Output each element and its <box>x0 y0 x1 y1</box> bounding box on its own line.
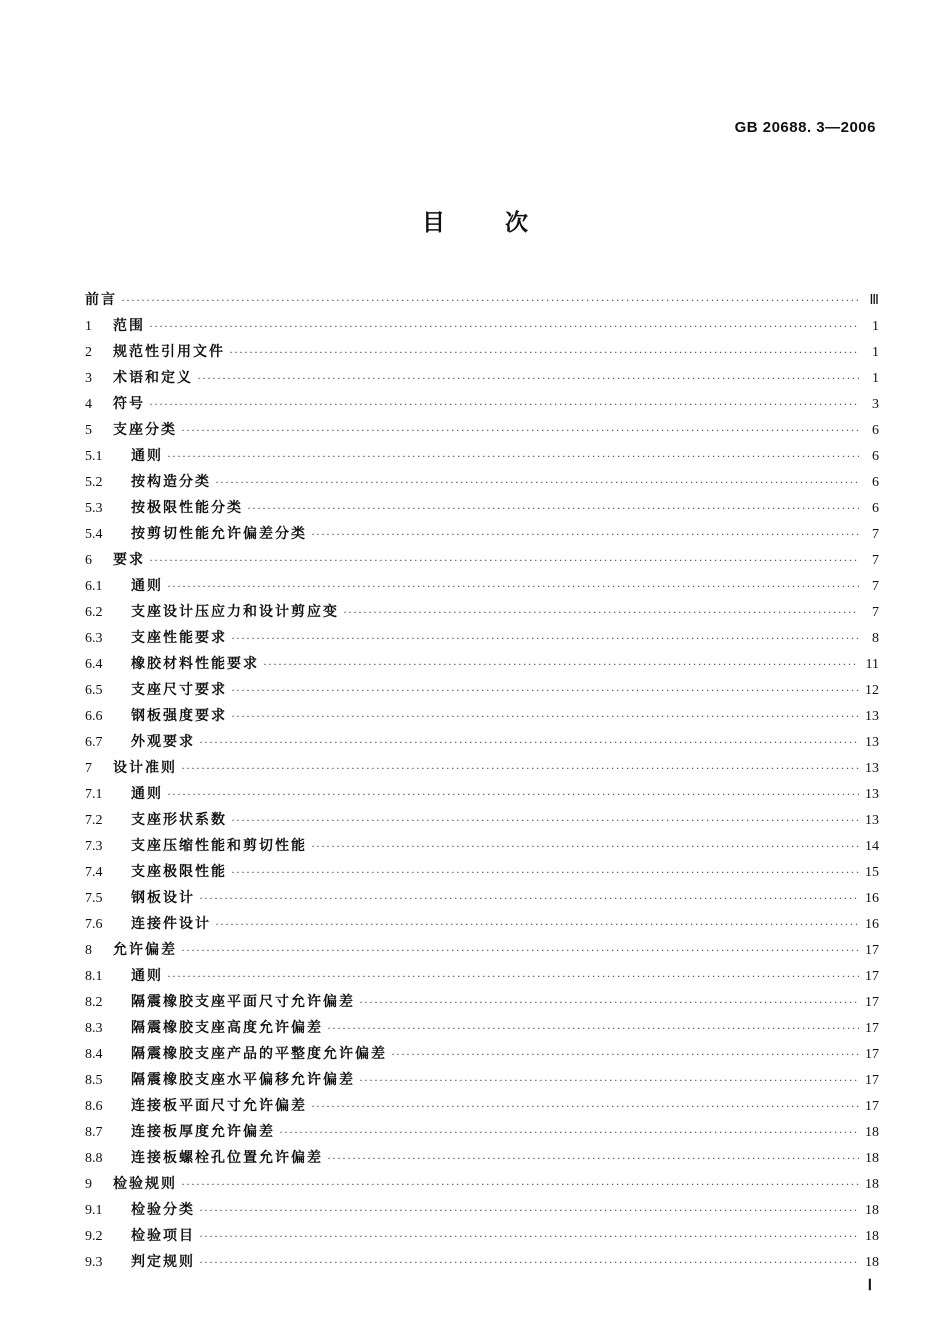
toc-entry-label: 设计准则 <box>113 760 177 776</box>
toc-entry-page: 18 <box>865 1255 879 1270</box>
toc-entry-number: 6.4 <box>85 657 103 672</box>
dot-leader <box>167 443 859 469</box>
toc-entry-label: 支座形状系数 <box>131 812 227 828</box>
toc-entry[interactable] <box>85 703 879 729</box>
toc-entry[interactable] <box>85 339 879 365</box>
page-title <box>0 204 950 237</box>
toc-entry-page: 17 <box>865 1099 879 1114</box>
dot-leader <box>231 677 859 703</box>
standard-code: GB 20688. 3—2006 <box>734 119 876 136</box>
toc-entry-page: 17 <box>865 1073 879 1088</box>
toc-entry-label: 术语和定义 <box>113 370 193 386</box>
toc-entry[interactable] <box>85 755 879 781</box>
toc-entry-page: 13 <box>865 813 879 828</box>
toc-entry-number: 8 <box>85 943 92 958</box>
toc-entry[interactable] <box>85 989 879 1015</box>
toc-entry-page: 3 <box>872 397 879 412</box>
dot-leader <box>167 573 859 599</box>
toc-entry-page: 1 <box>872 345 879 360</box>
toc-entry-label: 橡胶材料性能要求 <box>131 656 259 672</box>
toc-entry[interactable] <box>85 781 879 807</box>
toc-entry-number: 7.3 <box>85 839 103 854</box>
dot-leader <box>327 1145 859 1171</box>
toc-entry-number: 6.2 <box>85 605 103 620</box>
toc-entry[interactable] <box>85 599 879 625</box>
dot-leader <box>231 807 859 833</box>
toc-entry-number: 5.4 <box>85 527 103 542</box>
dot-leader <box>181 937 859 963</box>
toc-entry-page: 13 <box>865 761 879 776</box>
dot-leader <box>197 365 859 391</box>
toc-entry-label: 隔震橡胶支座平面尺寸允许偏差 <box>131 994 355 1010</box>
toc-entry-number: 8.2 <box>85 995 103 1010</box>
toc-entry[interactable] <box>85 1145 879 1171</box>
toc-entry-label: 外观要求 <box>131 734 195 750</box>
toc-entry-page: 1 <box>872 319 879 334</box>
toc-entry-number: 7.4 <box>85 865 103 880</box>
toc-entry-number: 2 <box>85 345 92 360</box>
toc-entry-label: 通则 <box>131 786 163 802</box>
toc-entry-label: 检验项目 <box>131 1228 195 1244</box>
dot-leader <box>199 1197 859 1223</box>
dot-leader <box>279 1119 859 1145</box>
toc-entry-label: 通则 <box>131 968 163 984</box>
toc-entry-label: 支座性能要求 <box>131 630 227 646</box>
toc-entry-label: 按构造分类 <box>131 474 211 490</box>
dot-leader <box>199 1249 859 1275</box>
toc-entry-page: 16 <box>865 917 879 932</box>
toc-entry-number: 4 <box>85 397 92 412</box>
toc-entry-label: 通则 <box>131 578 163 594</box>
toc-entry-number: 9 <box>85 1177 92 1192</box>
toc-entry-number: 8.6 <box>85 1099 103 1114</box>
toc-entry-page: 6 <box>872 501 879 516</box>
toc-entry-label: 连接板平面尺寸允许偏差 <box>131 1098 307 1114</box>
dot-leader <box>327 1015 859 1041</box>
toc-entry-page: 13 <box>865 787 879 802</box>
toc-entry[interactable] <box>85 625 879 651</box>
toc-entry[interactable] <box>85 729 879 755</box>
toc-entry[interactable] <box>85 885 879 911</box>
dot-leader <box>247 495 859 521</box>
toc-entry-label: 钢板设计 <box>131 890 195 906</box>
toc-entry-page: 7 <box>872 553 879 568</box>
toc-entry[interactable] <box>85 1249 879 1275</box>
toc-entry-label: 按剪切性能允许偏差分类 <box>131 526 307 542</box>
toc-entry[interactable] <box>85 391 879 417</box>
toc-entry-label: 检验规则 <box>113 1176 177 1192</box>
toc-entry-label: 隔震橡胶支座产品的平整度允许偏差 <box>131 1046 387 1062</box>
toc-entry-number: 5.3 <box>85 501 103 516</box>
toc-entry-label: 检验分类 <box>131 1202 195 1218</box>
toc-entry-label: 连接板厚度允许偏差 <box>131 1124 275 1140</box>
toc-entry-page: 6 <box>872 475 879 490</box>
toc-entry-page: 7 <box>872 605 879 620</box>
toc-entry-page: 17 <box>865 969 879 984</box>
dot-leader <box>199 885 859 911</box>
dot-leader <box>149 547 859 573</box>
toc-entry-label: 通则 <box>131 448 163 464</box>
toc-entry-label: 支座分类 <box>113 422 177 438</box>
toc-entry[interactable] <box>85 833 879 859</box>
dot-leader <box>181 755 859 781</box>
dot-leader <box>311 833 859 859</box>
toc-entry[interactable] <box>85 911 879 937</box>
toc-entry-page: 18 <box>865 1229 879 1244</box>
toc-entry-number: 6.6 <box>85 709 103 724</box>
toc-entry-label: 支座极限性能 <box>131 864 227 880</box>
toc-entry-label: 符号 <box>113 396 145 412</box>
toc-entry[interactable] <box>85 677 879 703</box>
toc-entry-number: 8.4 <box>85 1047 103 1062</box>
dot-leader <box>311 1093 859 1119</box>
dot-leader <box>311 521 859 547</box>
toc-entry-number: 7 <box>85 761 92 776</box>
toc-entry-page: 8 <box>872 631 879 646</box>
toc-entry[interactable] <box>85 1119 879 1145</box>
toc-entry[interactable] <box>85 573 879 599</box>
toc-entry-label: 支座尺寸要求 <box>131 682 227 698</box>
dot-leader <box>181 1171 859 1197</box>
toc-entry-page: 17 <box>865 995 879 1010</box>
toc-entry[interactable] <box>85 859 879 885</box>
toc-entry-number: 9.3 <box>85 1255 103 1270</box>
toc-entry-number: 1 <box>85 319 92 334</box>
toc-entry-number: 6.5 <box>85 683 103 698</box>
toc-entry[interactable] <box>85 807 879 833</box>
toc-entry[interactable] <box>85 1171 879 1197</box>
toc-entry-number: 8.8 <box>85 1151 103 1166</box>
toc-entry-number: 8.3 <box>85 1021 103 1036</box>
toc-entry[interactable] <box>85 937 879 963</box>
toc-entry[interactable] <box>85 1015 879 1041</box>
dot-leader <box>231 703 859 729</box>
toc-entry-label: 要求 <box>113 552 145 568</box>
toc-entry-label: 前言 <box>85 292 117 308</box>
dot-leader <box>391 1041 859 1067</box>
toc-entry[interactable] <box>85 287 879 313</box>
toc-entry-page: 17 <box>865 1047 879 1062</box>
toc-entry-page: 1 <box>872 371 879 386</box>
toc-entry-page: 18 <box>865 1151 879 1166</box>
toc-entry-label: 连接件设计 <box>131 916 211 932</box>
toc-entry-number: 6 <box>85 553 92 568</box>
toc-entry[interactable] <box>85 417 879 443</box>
toc-entry-number: 5.1 <box>85 449 103 464</box>
toc-entry-number: 3 <box>85 371 92 386</box>
page-folio: Ⅰ <box>867 1278 872 1294</box>
toc-entry-number: 9.2 <box>85 1229 103 1244</box>
dot-leader <box>149 313 859 339</box>
toc-entry-number: 8.7 <box>85 1125 103 1140</box>
dot-leader <box>231 625 859 651</box>
toc-entry-page: 7 <box>872 527 879 542</box>
toc-entry[interactable] <box>85 1041 879 1067</box>
toc-entry-page: 13 <box>865 709 879 724</box>
dot-leader <box>199 729 859 755</box>
toc-entry-number: 7.2 <box>85 813 103 828</box>
toc-entry-page: 11 <box>865 657 879 672</box>
toc-entry-page: 12 <box>865 683 879 698</box>
toc-entry-page: 18 <box>865 1125 879 1140</box>
dot-leader <box>229 339 859 365</box>
toc-entry-number: 6.7 <box>85 735 103 750</box>
dot-leader <box>121 287 859 313</box>
toc-entry[interactable] <box>85 495 879 521</box>
toc-entry-page: 18 <box>865 1203 879 1218</box>
table-of-contents <box>85 287 879 1275</box>
dot-leader <box>359 1067 859 1093</box>
toc-entry-number: 7.6 <box>85 917 103 932</box>
toc-entry[interactable] <box>85 1067 879 1093</box>
toc-entry[interactable] <box>85 963 879 989</box>
toc-entry-page: 7 <box>872 579 879 594</box>
dot-leader <box>181 417 859 443</box>
toc-entry-label: 隔震橡胶支座高度允许偏差 <box>131 1020 323 1036</box>
dot-leader <box>215 911 859 937</box>
toc-entry[interactable] <box>85 313 879 339</box>
toc-entry-label: 隔震橡胶支座水平偏移允许偏差 <box>131 1072 355 1088</box>
toc-entry[interactable] <box>85 1093 879 1119</box>
toc-entry-number: 8.1 <box>85 969 103 984</box>
toc-entry-page: Ⅲ <box>869 293 879 308</box>
toc-entry-number: 5 <box>85 423 92 438</box>
toc-entry[interactable] <box>85 365 879 391</box>
toc-entry-label: 支座设计压应力和设计剪应变 <box>131 604 339 620</box>
toc-entry-label: 连接板螺栓孔位置允许偏差 <box>131 1150 323 1166</box>
toc-entry[interactable] <box>85 469 879 495</box>
toc-entry-number: 7.5 <box>85 891 103 906</box>
toc-entry[interactable] <box>85 443 879 469</box>
toc-entry-number: 9.1 <box>85 1203 103 1218</box>
title-char-2: 次 <box>505 210 528 236</box>
title-char-1: 目 <box>422 210 445 236</box>
toc-entry-page: 18 <box>865 1177 879 1192</box>
dot-leader <box>231 859 859 885</box>
toc-entry[interactable] <box>85 547 879 573</box>
toc-entry-page: 15 <box>865 865 879 880</box>
dot-leader <box>359 989 859 1015</box>
toc-entry-page: 6 <box>872 449 879 464</box>
dot-leader <box>167 963 859 989</box>
toc-entry-label: 规范性引用文件 <box>113 344 225 360</box>
toc-entry-page: 17 <box>865 1021 879 1036</box>
toc-entry[interactable] <box>85 1197 879 1223</box>
toc-entry-label: 按极限性能分类 <box>131 500 243 516</box>
toc-entry-page: 16 <box>865 891 879 906</box>
dot-leader <box>149 391 859 417</box>
toc-entry-page: 14 <box>865 839 879 854</box>
toc-entry-label: 范围 <box>113 318 145 334</box>
toc-entry-label: 钢板强度要求 <box>131 708 227 724</box>
toc-entry-page: 13 <box>865 735 879 750</box>
toc-entry-number: 7.1 <box>85 787 103 802</box>
toc-entry[interactable] <box>85 651 879 677</box>
toc-entry-page: 17 <box>865 943 879 958</box>
dot-leader <box>199 1223 859 1249</box>
dot-leader <box>343 599 859 625</box>
toc-entry-label: 支座压缩性能和剪切性能 <box>131 838 307 854</box>
toc-entry-page: 6 <box>872 423 879 438</box>
toc-entry-label: 允许偏差 <box>113 942 177 958</box>
toc-entry-number: 6.3 <box>85 631 103 646</box>
toc-entry[interactable] <box>85 521 879 547</box>
dot-leader <box>263 651 859 677</box>
dot-leader <box>215 469 859 495</box>
toc-entry-number: 5.2 <box>85 475 103 490</box>
dot-leader <box>167 781 859 807</box>
toc-entry-number: 6.1 <box>85 579 103 594</box>
toc-entry[interactable] <box>85 1223 879 1249</box>
toc-entry-label: 判定规则 <box>131 1254 195 1270</box>
toc-entry-number: 8.5 <box>85 1073 103 1088</box>
